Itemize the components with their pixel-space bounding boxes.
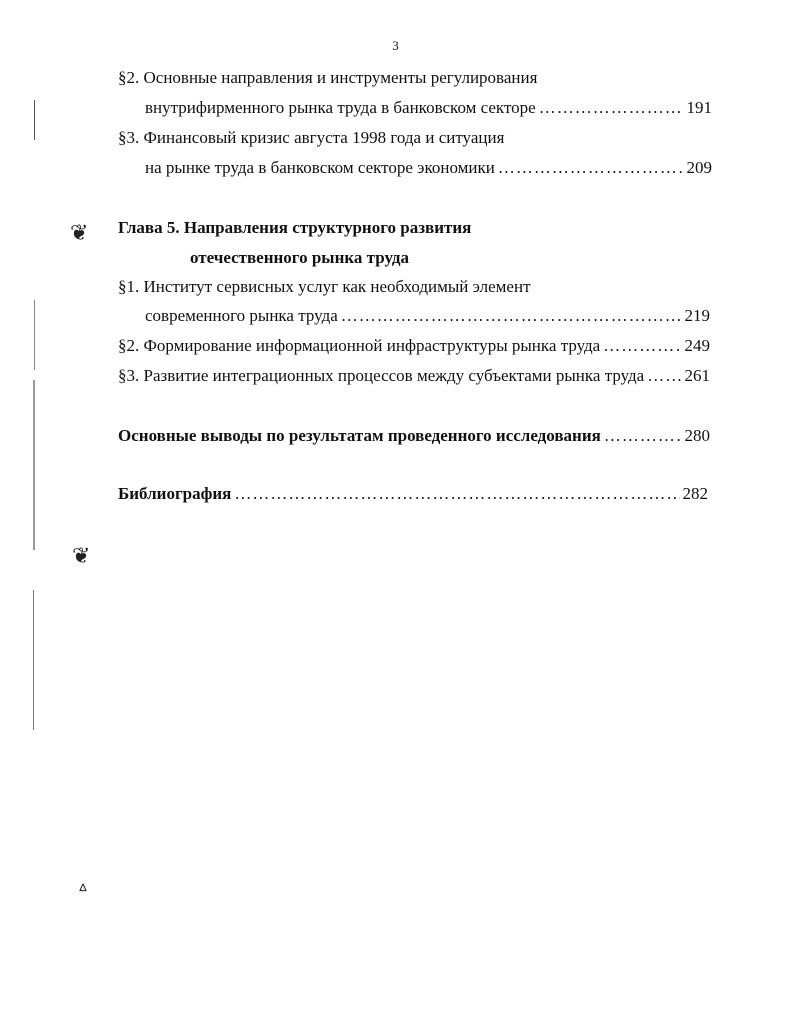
toc-entry-s2-text: внутрифирменного рынка труда в банковском секторе bbox=[145, 98, 536, 117]
toc-entry-s3-text: на рынке труда в банковском секторе экономики bbox=[145, 158, 495, 177]
toc-entry-s3-line1: §3. Финансовый кризис августа 1998 года и ситуация bbox=[118, 128, 505, 147]
toc-entry-s2-line1: §2. Основные направления и инструменты регулирования bbox=[118, 68, 538, 87]
leader-dots bbox=[498, 158, 684, 178]
leader-dots bbox=[604, 426, 682, 446]
leader-dots bbox=[234, 484, 679, 504]
margin-line bbox=[33, 380, 35, 550]
chapter-5-title-line2: отечественного рынка труда bbox=[190, 248, 409, 267]
toc-entry-ch5-s1-line1: §1. Институт сервисных услуг как необходимый элемент bbox=[118, 277, 531, 296]
binding-hole-mark: ᐞ bbox=[78, 881, 88, 901]
chapter-5-title-line1: Глава 5. Направления структурного развития bbox=[118, 218, 472, 237]
toc-entry-s3-line2 bbox=[145, 158, 712, 178]
leader-dots bbox=[603, 336, 681, 356]
toc-entry-s2-line2 bbox=[145, 98, 712, 118]
toc-entry-ch5-s1-text: современного рынка труда bbox=[145, 306, 338, 325]
toc-entry-ch5-s3-text: §3. Развитие интеграционных процессов между субъектами рынка труда bbox=[118, 366, 645, 385]
toc-entry-ch5-s2-page: 249 bbox=[684, 336, 710, 355]
toc-entry-conclusions bbox=[118, 426, 710, 446]
toc-entry-s2-page: 191 bbox=[686, 98, 712, 117]
toc-entry-ch5-s2 bbox=[118, 336, 710, 356]
toc-entry-ch5-s1-line2 bbox=[145, 306, 710, 326]
margin-line bbox=[33, 590, 34, 730]
toc-entry-bibliography-page: 282 bbox=[682, 484, 708, 503]
toc-entry-bibliography bbox=[118, 484, 708, 504]
margin-line bbox=[34, 100, 35, 140]
toc-entry-conclusions-page: 280 bbox=[684, 426, 710, 445]
toc-entry-ch5-s3-page: 261 bbox=[684, 366, 710, 385]
binding-hole-mark: ❦ bbox=[72, 543, 91, 568]
toc-entry-ch5-s3 bbox=[118, 366, 710, 386]
page-number: 3 bbox=[392, 38, 399, 53]
toc-entry-conclusions-text: Основные выводы по результатам проведенного исследования bbox=[118, 426, 601, 445]
binding-hole-mark: ❦ bbox=[70, 220, 89, 245]
leader-dots bbox=[647, 366, 681, 386]
toc-entry-bibliography-text: Библиография bbox=[118, 484, 232, 503]
leader-dots bbox=[539, 98, 684, 118]
toc-entry-s3-page: 209 bbox=[686, 158, 712, 177]
leader-dots bbox=[341, 306, 682, 326]
toc-entry-ch5-s1-page: 219 bbox=[684, 306, 710, 325]
margin-line bbox=[34, 300, 35, 370]
toc-entry-ch5-s2-text: §2. Формирование информационной инфраструктуры рынка труда bbox=[118, 336, 601, 355]
